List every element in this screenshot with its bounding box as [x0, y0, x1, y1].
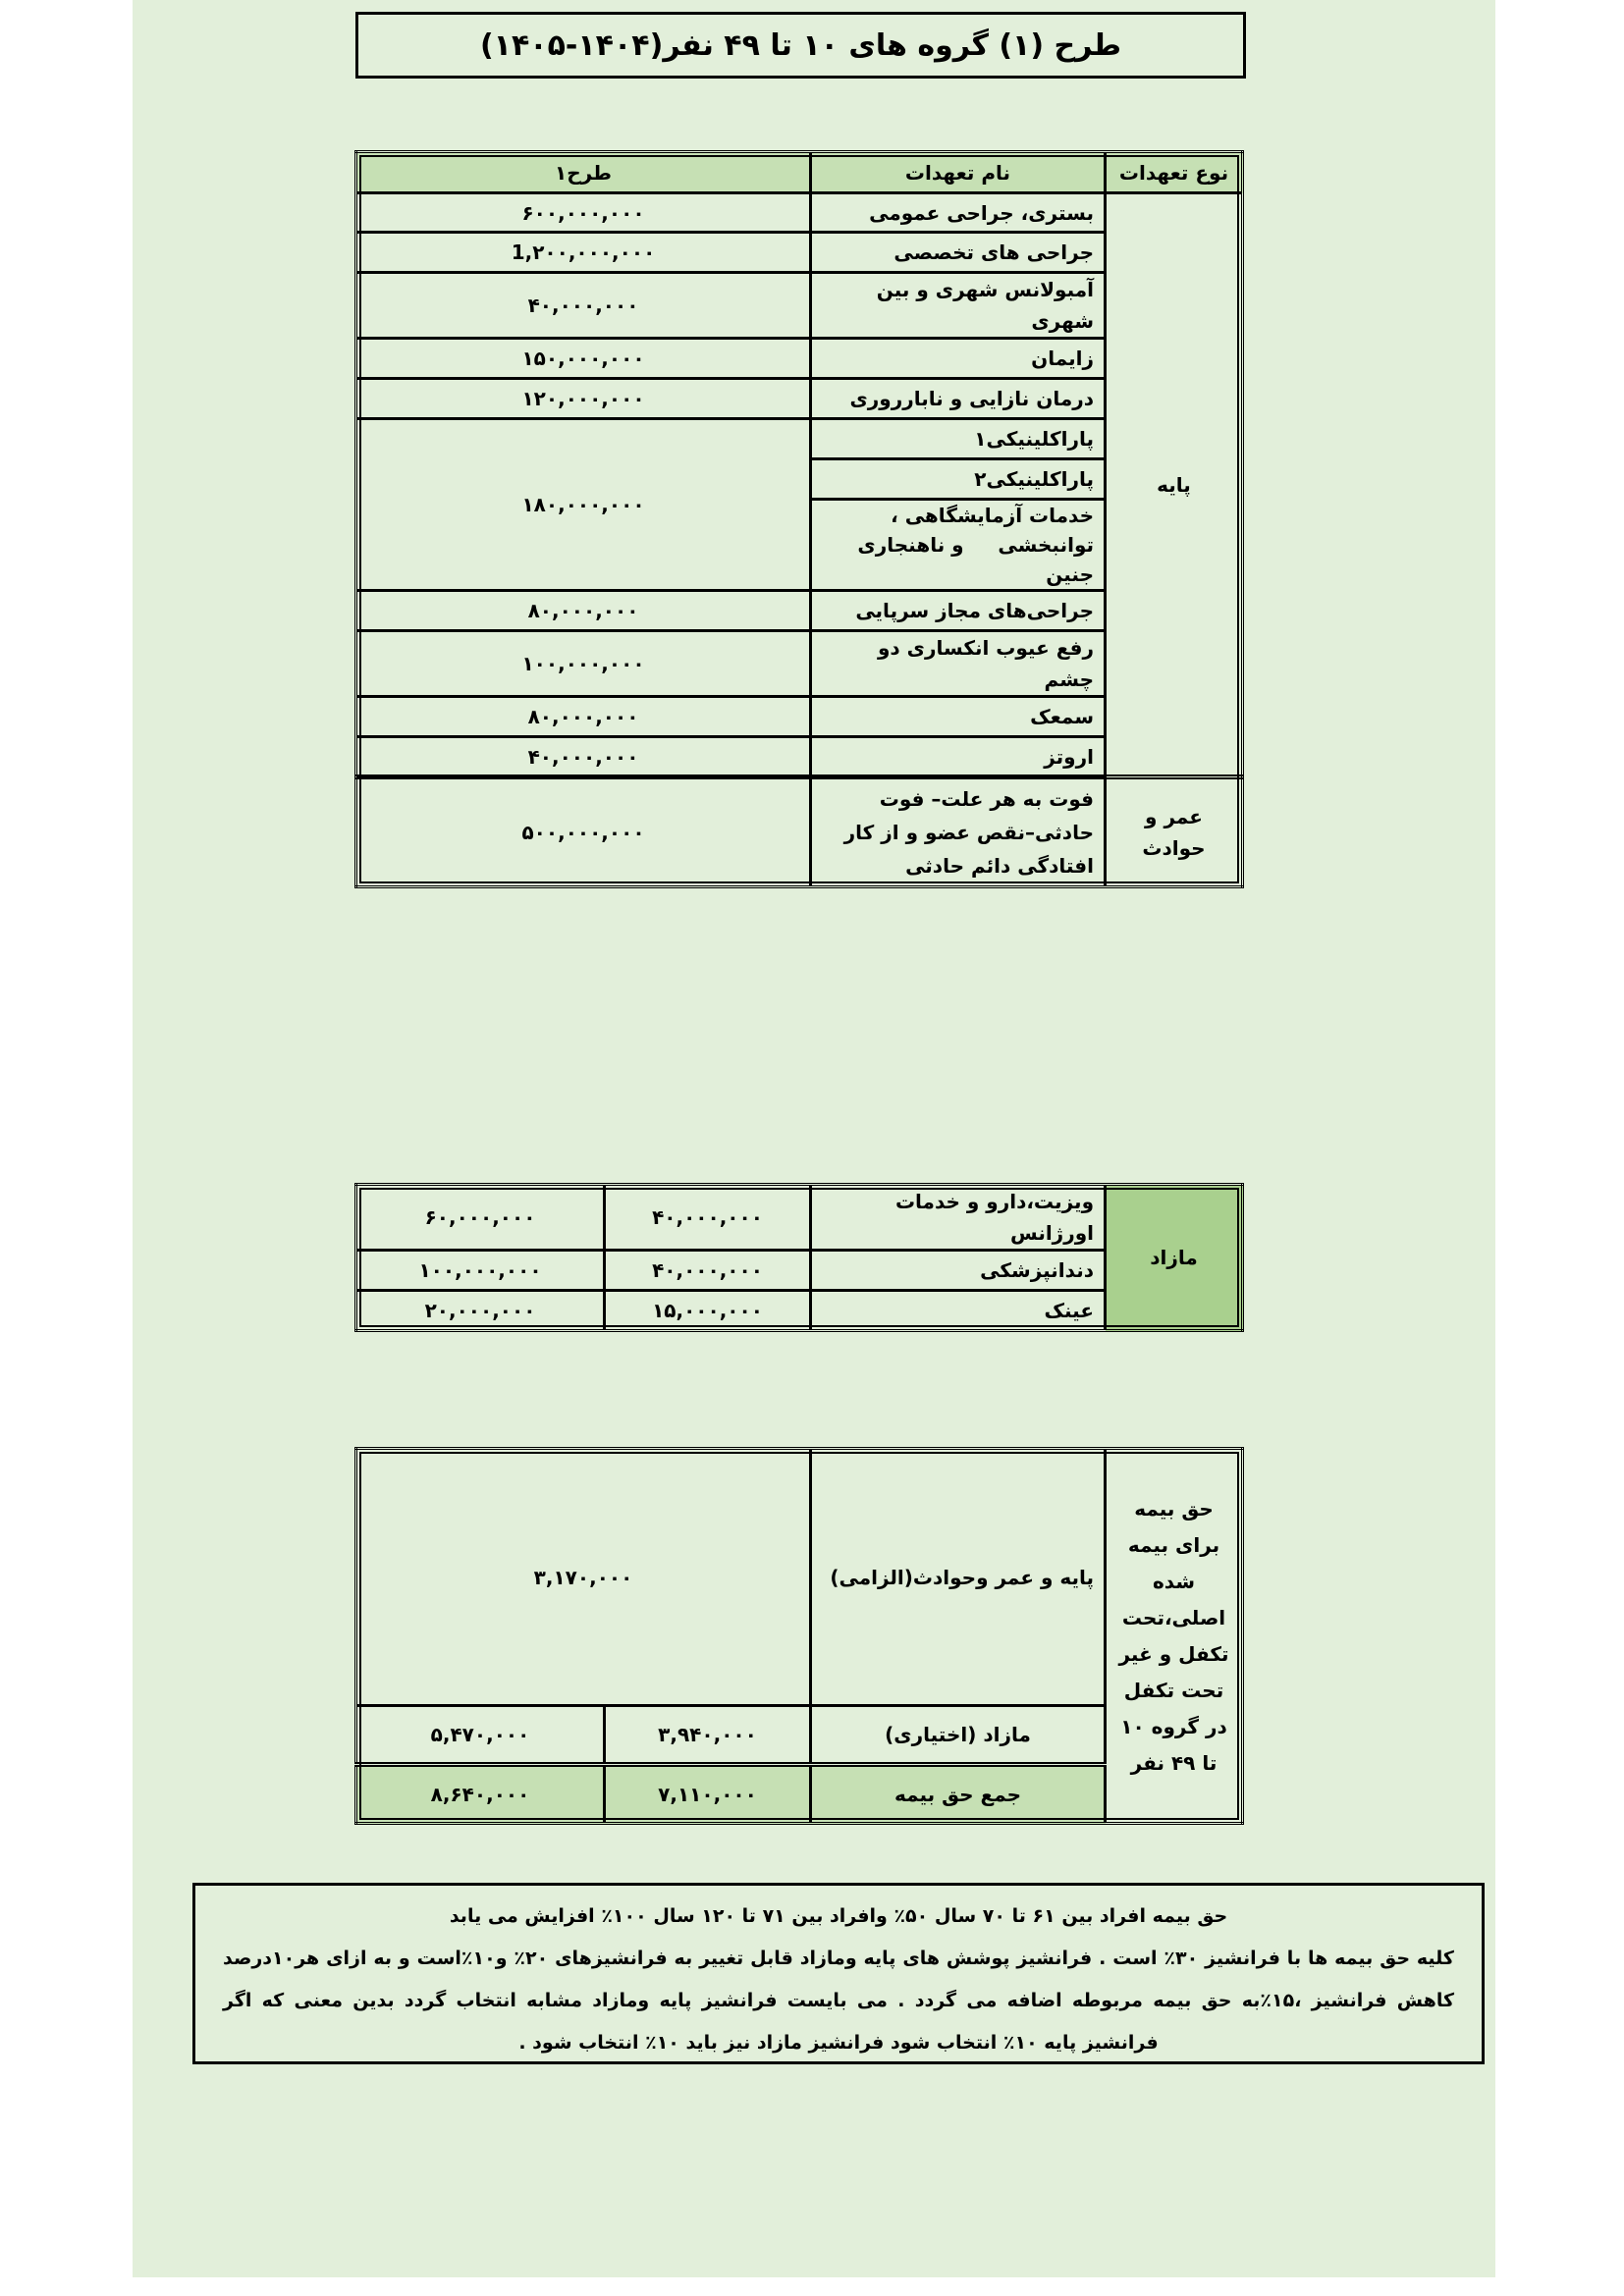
coverage-name: پاراکلینیکی۱ [811, 419, 1106, 459]
coverage-name: رفع عیوب انکساری دو چشم [811, 631, 1106, 697]
table-row [356, 1185, 1243, 1251]
coverage-value: ۱۲۰,۰۰۰,۰۰۰ [356, 379, 811, 419]
premium-table [354, 1447, 1244, 1825]
mazad-name: عینک [811, 1291, 1106, 1331]
premium-mandatory-label: پایه و عمر وحوادث(الزامی) [811, 1449, 1106, 1706]
coverage-value: ۴۰,۰۰۰,۰۰۰ [356, 737, 811, 777]
table-header-row [356, 152, 1243, 193]
premium-category: حق بیمه برای بیمه شده اصلی،تحت تکفل و غیر تحت تکفل در گروه ۱۰ تا ۴۹ نفر [1106, 1449, 1243, 1824]
coverage-value: 1,۲۰۰,۰۰۰,۰۰۰ [356, 233, 811, 273]
category-mazad: مازاد [1106, 1185, 1243, 1331]
coverage-value: ۴۰,۰۰۰,۰۰۰ [356, 273, 811, 339]
premium-total-label: جمع حق بیمه [811, 1765, 1106, 1824]
mazad-name: دندانپزشکی [811, 1251, 1106, 1291]
note-age-surcharge: حق بیمه افراد بین ۶۱ تا ۷۰ سال ۵۰٪ وافراد بین ۷۱ تا ۱۲۰ سال ۱۰۰٪ افزایش می یابد [449, 1905, 1228, 1927]
header-name: نام تعهدات [811, 152, 1106, 193]
note-deductible: کلیه حق بیمه ها با فرانشیز ۳۰٪ است . فرانشیز پوشش های پایه ومازاد قابل تغییر به فرانشیزهای ۲۰٪ و۱۰٪است و به ازای هر۱۰درصد کاهش فرانشیز ،۱۵٪به حق بیمه مربوطه اضافه می گردد . می بایست فرانشیز پایه ومازاد مشابه انتخاب گردد بدین معنی که اگر فرانشیز پایه ۱۰٪ انتخاب شود فرانشیز مازاد نیز باید ۱۰٪ انتخاب شود . [223, 1948, 1454, 2054]
coverage-value: ۶۰۰,۰۰۰,۰۰۰ [356, 193, 811, 233]
coverage-name: جراحی‌های مجاز سرپایی [811, 591, 1106, 631]
premium-total-value-a: ۷,۱۱۰,۰۰۰ [605, 1765, 811, 1824]
coverage-name: خدمات آزمایشگاهی ، توانبخشی و ناهنجاری جنین [811, 500, 1106, 591]
mazad-value-a: ۴۰,۰۰۰,۰۰۰ [605, 1251, 811, 1291]
coverage-name: سمعک [811, 697, 1106, 737]
premium-mandatory-value: ۳,۱۷۰,۰۰۰ [356, 1449, 811, 1706]
mazad-table [354, 1183, 1244, 1332]
mazad-value-a: ۱۵,۰۰۰,۰۰۰ [605, 1291, 811, 1331]
page-title-text: طرح (۱) گروه های ۱۰ تا ۴۹ نفر(۱۴۰۴-۱۴۰۵) [479, 27, 1122, 63]
coverage-table [354, 150, 1244, 888]
header-plan: طرح۱ [356, 152, 811, 193]
page-title [355, 12, 1246, 79]
premium-optional-value-a: ۳,۹۴۰,۰۰۰ [605, 1706, 811, 1765]
coverage-value: ۱۵۰,۰۰۰,۰۰۰ [356, 339, 811, 379]
mazad-value-a: ۴۰,۰۰۰,۰۰۰ [605, 1185, 811, 1251]
mazad-value-b: ۲۰,۰۰۰,۰۰۰ [356, 1291, 605, 1331]
coverage-name: آمبولانس شهری و بین شهری [811, 273, 1106, 339]
coverage-value: ۱۸۰,۰۰۰,۰۰۰ [356, 419, 811, 591]
coverage-name: جراحی های تخصصی [811, 233, 1106, 273]
coverage-name: فوت به هر علت– فوت حادثی–نقص عضو و از کار افتادگی دائم حادثی [811, 777, 1106, 887]
premium-total-value-b: ۸,۶۴۰,۰۰۰ [356, 1765, 605, 1824]
mazad-name: ویزیت،دارو و خدمات اورژانس [811, 1185, 1106, 1251]
coverage-value: ۸۰,۰۰۰,۰۰۰ [356, 591, 811, 631]
coverage-name: بستری، جراحی عمومی [811, 193, 1106, 233]
coverage-value: ۵۰۰,۰۰۰,۰۰۰ [356, 777, 811, 887]
coverage-name: پاراکلینیکی۲ [811, 459, 1106, 500]
premium-optional-value-b: ۵,۴۷۰,۰۰۰ [356, 1706, 605, 1765]
mazad-value-b: ۶۰,۰۰۰,۰۰۰ [356, 1185, 605, 1251]
coverage-value: ۱۰۰,۰۰۰,۰۰۰ [356, 631, 811, 697]
premium-optional-label: مازاد (اختیاری) [811, 1706, 1106, 1765]
category-life: عمر و حوادث [1106, 777, 1243, 887]
table-row [356, 193, 1243, 233]
table-row [356, 1449, 1243, 1706]
coverage-name: زایمان [811, 339, 1106, 379]
coverage-name: اروتز [811, 737, 1106, 777]
coverage-name: درمان نازایی و نابارروری [811, 379, 1106, 419]
category-base: پایه [1106, 193, 1243, 777]
coverage-value: ۸۰,۰۰۰,۰۰۰ [356, 697, 811, 737]
header-type: نوع تعهدات [1106, 152, 1243, 193]
notes-box [192, 1883, 1485, 2064]
mazad-value-b: ۱۰۰,۰۰۰,۰۰۰ [356, 1251, 605, 1291]
table-row-life [356, 777, 1243, 887]
